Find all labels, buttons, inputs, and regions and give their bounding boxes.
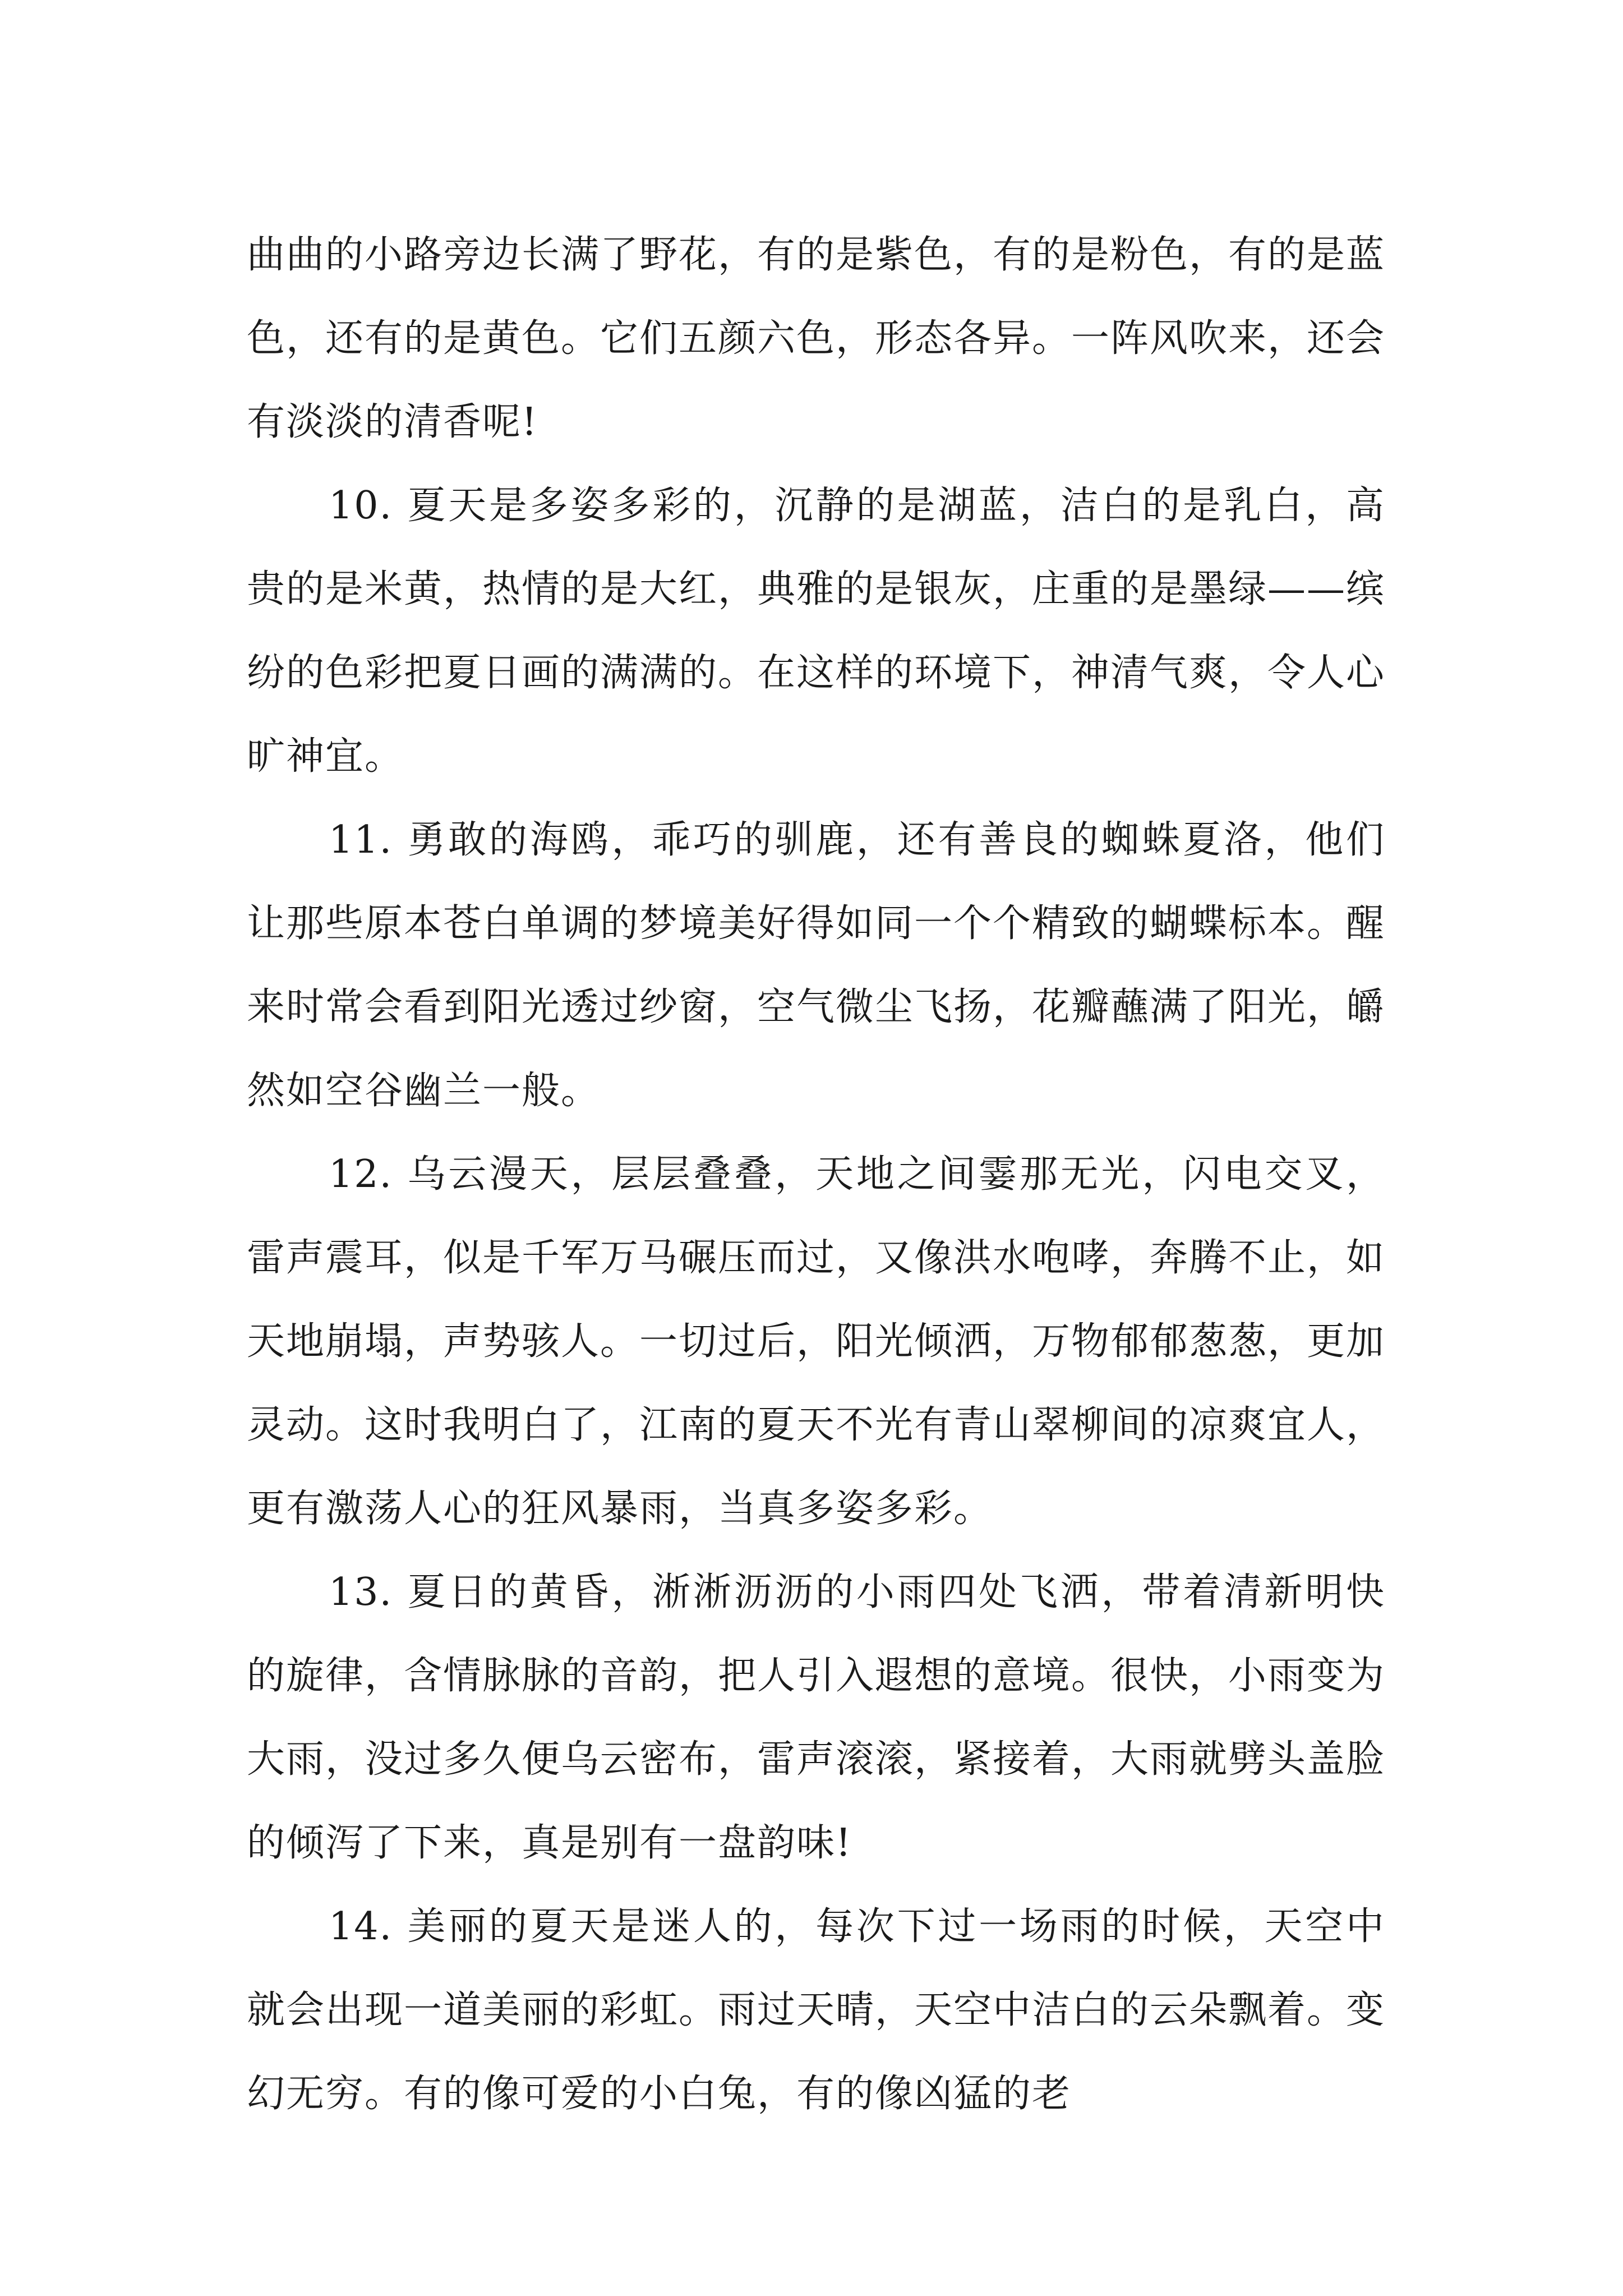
paragraph-14: 14. 美丽的夏天是迷人的，每次下过一场雨的时候，天空中就会出现一道美丽的彩虹。雨过天晴，天空中洁白的云朵飘着。变幻无穷。有的像可爱的小白兔，有的像凶猛的老 — [247, 1904, 1386, 2116]
paragraph-11: 11. 勇敢的海鸥，乖巧的驯鹿，还有善良的蜘蛛夏洛，他们让那些原本苍白单调的梦境美好得如同一个个精致的蝴蝶标本。醒来时常会看到阳光透过纱窗，空气微尘飞扬，花瓣蘸满了阳光，皭然如空谷幽兰一般。 — [247, 818, 1386, 1113]
paragraph-13: 13. 夏日的黄昏，淅淅沥沥的小雨四处飞洒，带着清新明快的旋律，含情脉脉的音韵，把人引入遐想的意境。很快，小雨变为大雨，没过多久便乌云密布，雷声滚滚，紧接着，大雨就劈头盖脸的倾泻了下来，真是别有一盘韵味! — [247, 1570, 1386, 1865]
paragraph-12: 12. 乌云漫天，层层叠叠，天地之间霎那无光，闪电交叉，雷声震耳，似是千军万马碾压而过，又像洪水咆哮，奔腾不止，如天地崩塌，声势骇人。一切过后，阳光倾洒，万物郁郁葱葱，更加灵动。这时我明白了，江南的夏天不光有青山翠柳间的凉爽宜人，更有激荡人心的狂风暴雨，当真多姿多彩。 — [247, 1152, 1386, 1531]
paragraph-10: 10. 夏天是多姿多彩的，沉静的是湖蓝，洁白的是乳白，高贵的是米黄，热情的是大红，典雅的是银灰，庄重的是墨绿——缤纷的色彩把夏日画的满满的。在这样的环境下，神清气爽，令人心旷神宜。 — [247, 484, 1386, 779]
paragraph-continuation: 曲曲的小路旁边长满了野花，有的是紫色，有的是粉色，有的是蓝色，还有的是黄色。它们五颜六色，形态各异。一阵风吹来，还会有淡淡的清香呢! — [247, 233, 1386, 444]
document-body — [247, 213, 1385, 2136]
